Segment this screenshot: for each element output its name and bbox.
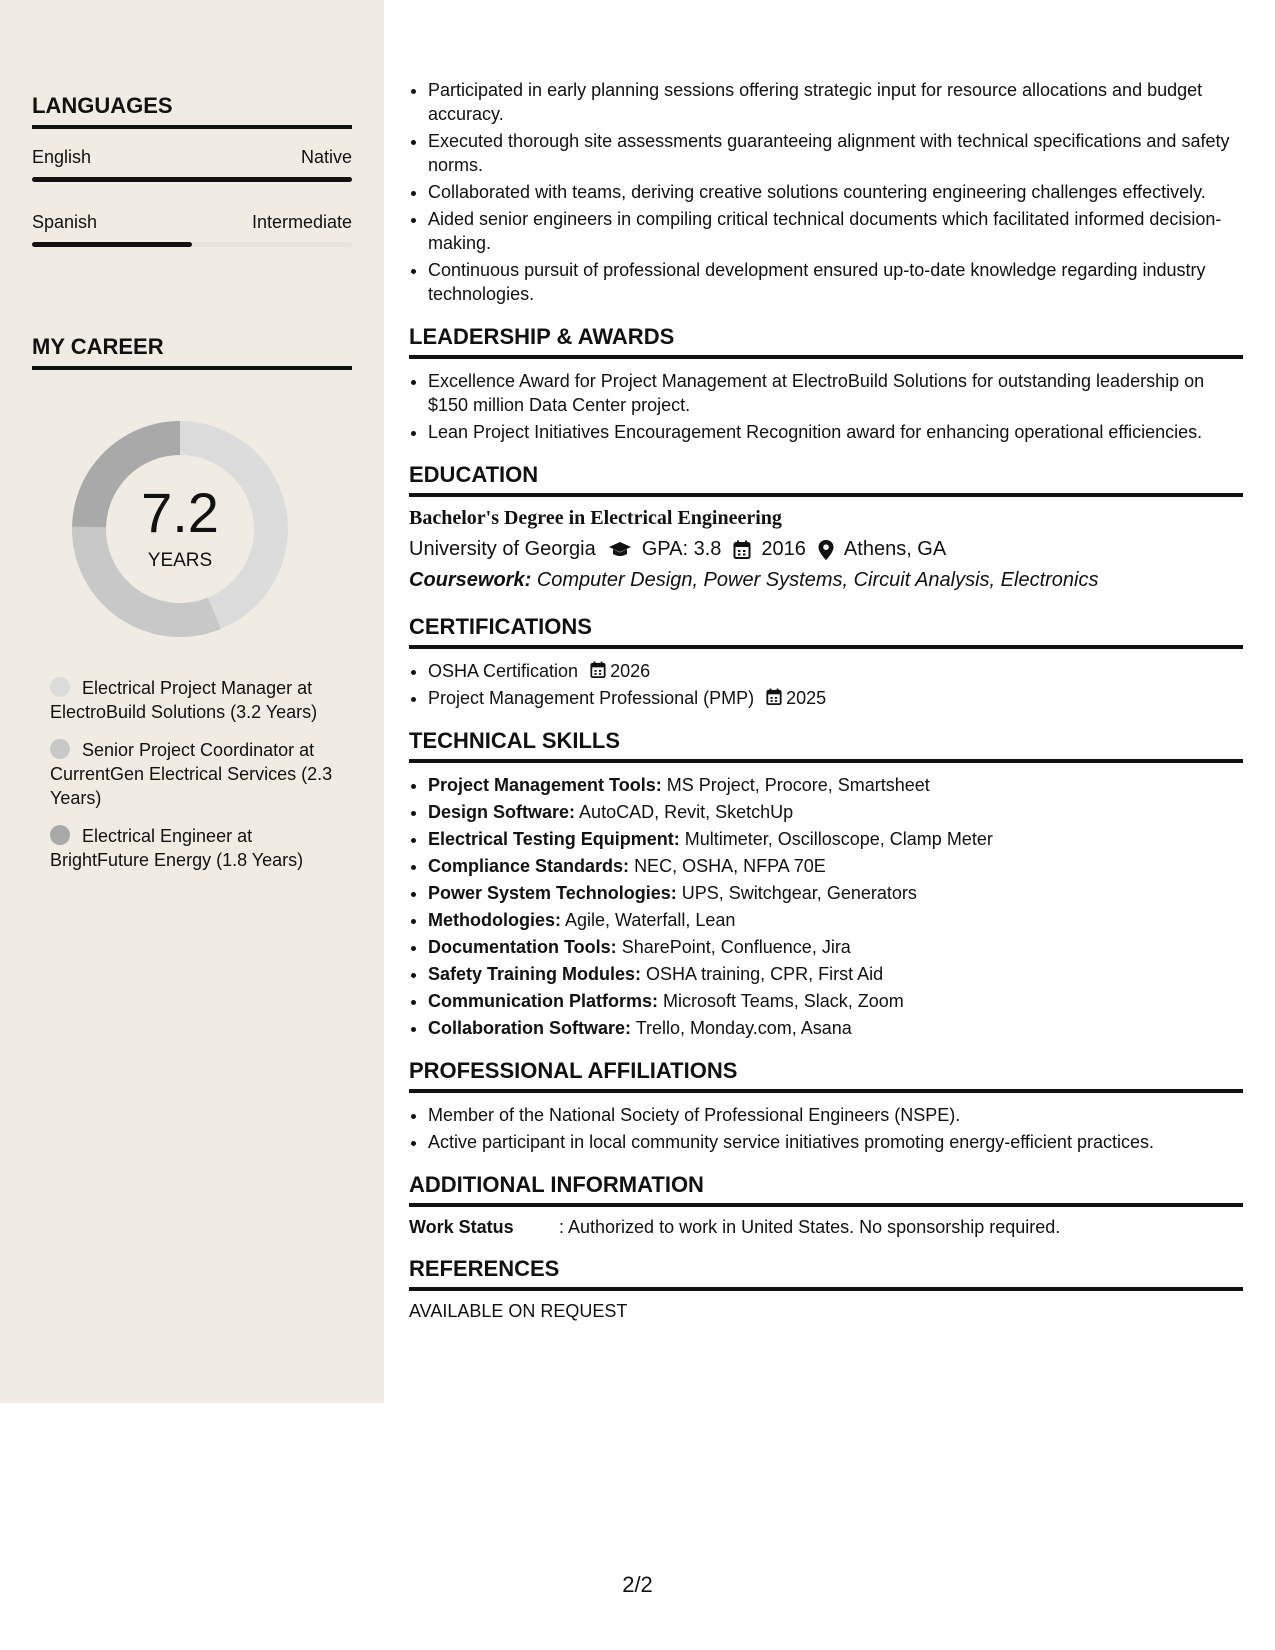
- page-number: 2/2: [622, 1572, 653, 1597]
- language-level: Native: [300, 147, 352, 167]
- experience-bullet: • Collaborated with teams, deriving creative solutions countering engineering challenges effectively.: [428, 180, 1243, 204]
- career-legend-text: Electrical Project Manager at ElectroBuild Solutions (3.2 Years): [50, 678, 318, 722]
- skill-label: Communication Platforms:: [428, 991, 659, 1011]
- coursework-label: Coursework:: [409, 569, 532, 591]
- skill-item: [428, 962, 1243, 986]
- skill-item: [428, 908, 1243, 932]
- degree-title: Bachelor's Degree in Electrical Engineering: [409, 507, 782, 529]
- language-item: [32, 212, 352, 247]
- coursework-list: Computer Design, Power Systems, Circuit Analysis, Electronics: [536, 569, 1099, 591]
- certification-item: [428, 686, 1243, 710]
- career-legend-text: Electrical Engineer at BrightFuture Energy (1.8 Years): [50, 826, 304, 870]
- calendar-icon: [590, 661, 606, 679]
- references-heading: REFERENCES: [409, 1256, 1243, 1291]
- work-status-row: [409, 1217, 1243, 1238]
- language-name: English: [32, 147, 92, 167]
- language-name: Spanish: [32, 212, 98, 232]
- experience-bullet: • Participated in early planning sessions offering strategic input for resource allocations and budget accuracy.: [428, 78, 1243, 126]
- graduation-cap-icon: [608, 541, 632, 559]
- skill-value: UPS, Switchgear, Generators: [681, 883, 917, 903]
- calendar-icon: [766, 688, 782, 706]
- skill-label: Methodologies:: [428, 910, 561, 930]
- skill-label: Safety Training Modules:: [428, 964, 642, 984]
- career-legend-text: Senior Project Coordinator at CurrentGen Electrical Services (2.3 Years): [50, 740, 333, 808]
- certifications-heading: CERTIFICATIONS: [409, 614, 1243, 649]
- language-proficiency-bar: [32, 177, 352, 182]
- certification-item: [428, 659, 1243, 683]
- skill-value: SharePoint, Confluence, Jira: [621, 937, 851, 957]
- skill-value: Microsoft Teams, Slack, Zoom: [663, 991, 904, 1011]
- certification-year: 2025: [786, 688, 827, 708]
- gpa: GPA: 3.8: [641, 538, 722, 560]
- skill-item: [428, 773, 1243, 797]
- language-level: Intermediate: [251, 212, 352, 232]
- skill-item: [428, 935, 1243, 959]
- career-legend-item: [50, 824, 340, 872]
- skill-label: Documentation Tools:: [428, 937, 617, 957]
- language-proficiency-bar: [32, 242, 352, 247]
- education-meta: [409, 538, 1243, 561]
- skill-value: MS Project, Procore, Smartsheet: [666, 775, 930, 795]
- certification-name: OSHA Certification: [428, 661, 579, 681]
- career-legend-item: [50, 738, 340, 810]
- affiliation-item: • Active participant in local community service initiatives promoting energy-efficient practices.: [428, 1130, 1243, 1154]
- language-proficiency-fill: [32, 242, 192, 247]
- leadership-heading: LEADERSHIP & AWARDS: [409, 324, 1243, 359]
- skill-label: Collaboration Software:: [428, 1018, 632, 1038]
- affiliations-list: [409, 1103, 1243, 1154]
- work-status-value: : Authorized to work in United States. No sponsorship required.: [559, 1217, 1061, 1237]
- skill-value: Multimeter, Oscilloscope, Clamp Meter: [684, 829, 993, 849]
- certification-year: 2026: [610, 661, 651, 681]
- career-section: [32, 334, 352, 370]
- leadership-item: • Excellence Award for Project Management at ElectroBuild Solutions for outstanding leadership on $150 million Data Center project.: [428, 369, 1243, 417]
- education-heading: EDUCATION: [409, 462, 1243, 497]
- experience-bullet: • Continuous pursuit of professional development ensured up-to-date knowledge regarding industry technologies.: [428, 258, 1243, 306]
- leadership-item: • Lean Project Initiatives Encouragement Recognition award for enhancing operational efficiencies.: [428, 420, 1243, 444]
- language-proficiency-fill: [32, 177, 352, 182]
- career-years-label: YEARS: [147, 550, 213, 571]
- school-name: University of Georgia: [409, 538, 596, 560]
- additional-info-heading: ADDITIONAL INFORMATION: [409, 1172, 1243, 1207]
- skill-label: Project Management Tools:: [428, 775, 662, 795]
- career-legend: [50, 676, 340, 886]
- school-location: Athens, GA: [843, 538, 947, 560]
- skill-label: Compliance Standards:: [428, 856, 630, 876]
- sidebar: [0, 0, 384, 1403]
- skills-heading: TECHNICAL SKILLS: [409, 728, 1243, 763]
- languages-heading: LANGUAGES: [32, 93, 352, 129]
- skill-label: Power System Technologies:: [428, 883, 677, 903]
- work-status-label: Work Status: [409, 1217, 514, 1237]
- career-total-years: 7.2: [141, 481, 219, 544]
- affiliation-item: • Member of the National Society of Professional Engineers (NSPE).: [428, 1103, 1243, 1127]
- skill-item: [428, 827, 1243, 851]
- coursework: [409, 569, 1243, 592]
- location-pin-icon: [818, 540, 834, 560]
- legend-dot: [50, 677, 70, 697]
- certifications-list: [409, 659, 1243, 710]
- experience-bullet: • Aided senior engineers in compiling critical technical documents which facilitated informed decision-making.: [428, 207, 1243, 255]
- legend-dot: [50, 739, 70, 759]
- skill-value: Agile, Waterfall, Lean: [565, 910, 736, 930]
- career-heading: MY CAREER: [32, 334, 352, 370]
- language-item: [32, 147, 352, 182]
- affiliations-heading: PROFESSIONAL AFFILIATIONS: [409, 1058, 1243, 1093]
- certification-name: Project Management Professional (PMP): [428, 688, 755, 708]
- skill-item: [428, 1016, 1243, 1040]
- languages-section: [32, 93, 352, 247]
- career-donut-chart: [66, 415, 294, 643]
- skill-value: Trello, Monday.com, Asana: [635, 1018, 852, 1038]
- skill-item: [428, 800, 1243, 824]
- skill-item: [428, 989, 1243, 1013]
- skills-list: [409, 773, 1243, 1040]
- skill-value: OSHA training, CPR, First Aid: [646, 964, 884, 984]
- skill-label: Electrical Testing Equipment:: [428, 829, 680, 849]
- skill-item: [428, 854, 1243, 878]
- experience-bullet: • Executed thorough site assessments guaranteeing alignment with technical specifications and safety norms.: [428, 129, 1243, 177]
- experience-bullets: [409, 78, 1243, 306]
- leadership-list: [409, 369, 1243, 444]
- legend-dot: [50, 825, 70, 845]
- graduation-year: 2016: [761, 538, 806, 560]
- career-legend-item: [50, 676, 340, 724]
- main-content: [409, 78, 1243, 1322]
- skill-value: NEC, OSHA, NFPA 70E: [634, 856, 826, 876]
- skill-value: AutoCAD, Revit, SketchUp: [579, 802, 794, 822]
- calendar-icon: [733, 540, 751, 560]
- skill-label: Design Software:: [428, 802, 576, 822]
- skill-item: [428, 881, 1243, 905]
- references-text: AVAILABLE ON REQUEST: [409, 1301, 628, 1321]
